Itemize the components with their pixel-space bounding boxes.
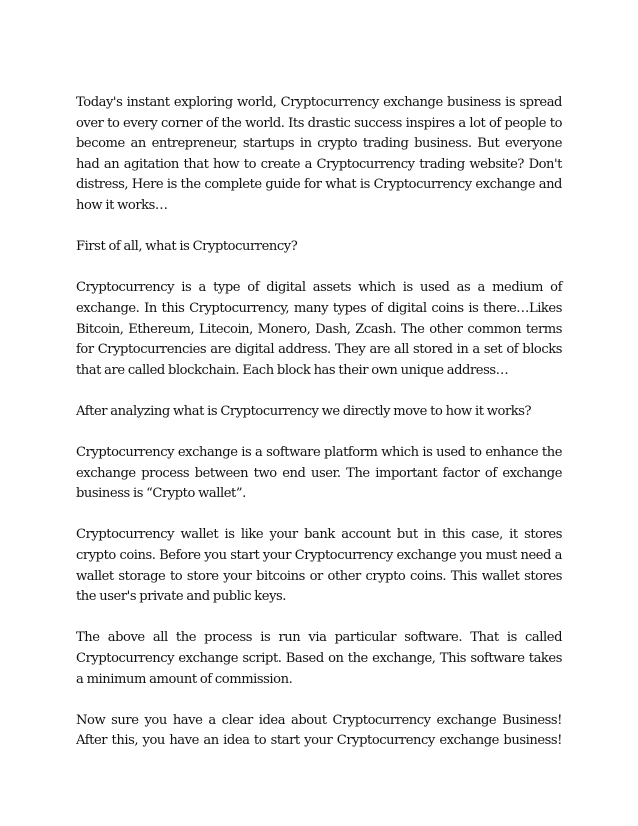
document-body [76,93,562,752]
wallet-paragraph: Cryptocurrency wallet is like your bank account but in this case, it stores crypto coins. Before you start your Cryptocurrency exchange you must need a wallet storage to store your bitcoins or other crypto coins. This wallet stores the user's private and public keys. [76,527,562,605]
cryptocurrency-definition-paragraph: Cryptocurrency is a type of digital assets which is used as a medium of exchange. In this Cryptocurrency, many types of digital coins is there…Likes Bitcoin, Ethereum, Litecoin, Monero, Dash, Zcash. The other common terms for Cryptocurrencies are digital address. They are all stored in a set of blocks that are called blockchain. Each block has their own unique address… [76,280,562,378]
question-what-is-cryptocurrency: First of all, what is Cryptocurrency? [76,239,298,255]
intro-paragraph: Today's instant exploring world, Cryptocurrency exchange business is spread over to every corner of the world. Its drastic success inspires a lot of people to become an entrepreneur, startups in crypto trading business. But everyone had an agitation that how to create a Cryptocurrency trading website? Don't distress, Here is the complete guide for what is Cryptocurrency exchange and how it works… [76,95,562,213]
exchange-script-paragraph: The above all the process is run via particular software. That is called Cryptocurrency exchange script. Based on the exchange, This software takes a minimum amount of commission. [76,630,562,687]
closing-paragraph: Now sure you have a clear idea about Cryptocurrency exchange Business! After this, you have an idea to start your Cryptocurrency exchange business! [76,712,562,749]
exchange-platform-paragraph: Cryptocurrency exchange is a software platform which is used to enhance the exchange process between two end user. The important factor of exchange business is “Crypto wallet”. [76,445,562,502]
how-it-works-paragraph: After analyzing what is Cryptocurrency we directly move to how it works? [76,403,532,419]
